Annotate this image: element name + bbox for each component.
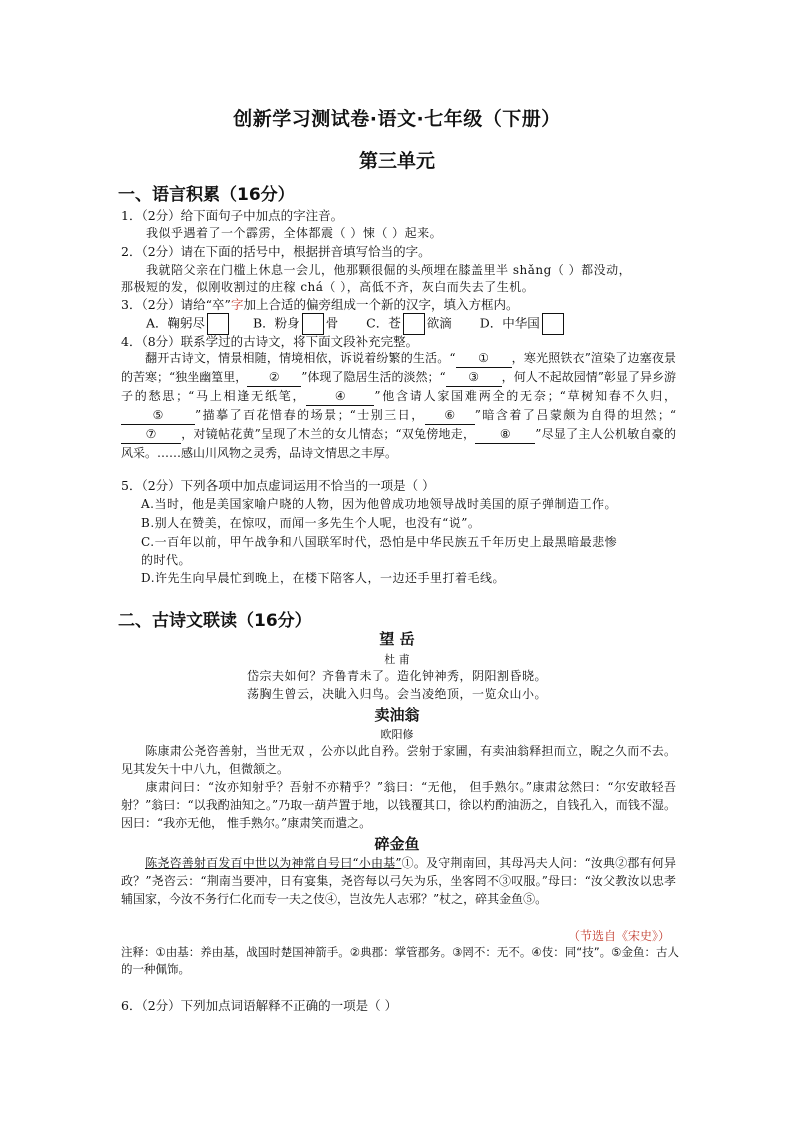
- question-2-line-2: 那极短的发，似刚收割过的庄稼 chá（ ），高低不齐，灰白而失去了生机。: [121, 280, 535, 294]
- question-1-sentence: 我似乎遇着了一个霹雳，全体都震（ ）悚（ ）起来。: [146, 226, 443, 240]
- passage-text: ”暗含着了吕蒙颇为自得的坦然；“: [474, 408, 676, 422]
- annotations: 注释：①由基：养由基，战国时楚国神箭手。②典郡：掌管郡务。③罔不：无不。④伎：同“技”。⑤金鱼：古人的一种佩饰。: [121, 945, 679, 976]
- essay-2-title: 碎金鱼: [374, 835, 420, 853]
- source-note: （节选自《宋史》）: [567, 929, 670, 943]
- option-a-text: A．鞠躬尽: [146, 315, 206, 331]
- question-3-stem: [121, 295, 518, 313]
- essay-2-paragraph: [121, 854, 676, 908]
- blank-2[interactable]: ②: [247, 368, 301, 387]
- essay-2-underlined-sentence: 陈尧咨善射百发百中世以为神常自号曰“小由基”: [145, 856, 402, 870]
- option-c-text: C．苍: [366, 315, 401, 331]
- poem-author: 杜 甫: [384, 653, 410, 666]
- question-5-option-a: A.当时，他是美国家喻户晓的人物，因为他曾成功地领导战时美国的原子弹制造工作。: [141, 497, 617, 511]
- option-c-suffix: 欲滴: [426, 315, 452, 331]
- question-4-passage: [121, 349, 676, 462]
- passage-text: ”他含请人家国难两全的无奈；“草树知春不久归，: [374, 389, 676, 403]
- question-5-option-c-line-1: C.一百年以前，甲午战争和八国联军时代，恐怕是中华民族五千年历史上最黑暗最悲惨: [141, 535, 618, 549]
- poem-title: 望 岳: [379, 630, 415, 648]
- question-5-option-b: B.别人在赞美，在惊叹，而闻一多先生个人呢，也没有“说”。: [141, 516, 481, 530]
- question-1-stem: 1．（2分）给下面句子中加点的字注音。: [121, 208, 344, 223]
- blank-8[interactable]: ⑧: [475, 425, 535, 444]
- passage-text: ，对镜帖花黄”呈现了木兰的女儿情态；“双兔傍地走，: [181, 427, 476, 441]
- question-5-stem: 5．（2分）下列各项中加点虚词运用不恰当的一项是（ ）: [121, 478, 435, 493]
- option-d-box[interactable]: [542, 313, 564, 335]
- question-3-stem-pre: 3．（2分）请给“卒”: [121, 297, 231, 312]
- section-heading-2: 二、古诗文联读（16分）: [118, 611, 312, 631]
- passage-text: 翻开古诗文，情景相随，情境相依，诉说着纷繁的生活。“: [145, 351, 456, 365]
- passage-text: ，何人不起故园情”彰显了异乡游子的愁思；“马上相逢无纸笔，: [121, 370, 676, 403]
- question-6-stem: 6．（2分）下列加点词语解释不正确的一项是（ ）: [121, 998, 398, 1013]
- passage-text: ，寒光照铁衣”渲染了边塞夜景的苦寒；“独坐幽篁里，: [121, 351, 677, 384]
- blank-5[interactable]: ⑤: [121, 406, 195, 425]
- question-5-option-c-line-2: 的时代。: [141, 553, 192, 567]
- page-title: 创新学习测试卷·语文·七年级（下册）: [233, 108, 561, 130]
- essay-1-author: 欧阳修: [380, 728, 414, 741]
- question-2-stem: 2．（2分）请在下面的括号中，根据拼音填写恰当的字。: [121, 244, 431, 259]
- poem-line-1: 岱宗夫如何？齐鲁青未了。造化钟神秀，阴阳割昏晓。: [246, 669, 547, 683]
- passage-text: ”描摹了百花惜春的场景；“士别三日，: [195, 408, 425, 422]
- option-b-suffix: 骨: [325, 315, 339, 331]
- essay-1-paragraph-1: [121, 742, 676, 778]
- blank-1[interactable]: ①: [456, 349, 512, 368]
- essay-1-p2-text: 康肃问曰：“汝亦知射乎？吾射不亦精乎？”翁曰：“无他， 但手熟尔。”康肃忿然曰：“尔安敢轻吾射？”翁曰：“以我酌油知之。”乃取一葫芦置于地，以钱覆其口，徐以杓酌油沥之，自钱孔入，而钱不湿。因曰：“我亦无他， 惟手熟尔。”康肃笑而遣之。: [121, 780, 676, 830]
- passage-text: ”尽显了主人公机敏自豪的风采。……感山川风物之灵秀，品诗文情思之丰厚。: [121, 427, 676, 460]
- question-3-stem-post: 加上合适的偏旁组成一个新的汉字，填入方框内。: [243, 297, 519, 312]
- section-heading-1: 一、语言积累（16分）: [118, 185, 295, 205]
- essay-1-p1-text: 陈康肃公尧咨善射，当世无双 ，公亦以此自矜。尝射于家圃，有卖油翁释担而立，睨之久而不去。见其发矢十中八九，但微颔之。: [121, 744, 676, 776]
- unit-title: 第三单元: [358, 150, 435, 172]
- question-5-option-d: D.许先生向早晨忙到晚上，在楼下陪客人，一边还手里打着毛线。: [141, 571, 506, 585]
- blank-7[interactable]: ⑦: [121, 425, 181, 444]
- option-d-text: D．中华国: [479, 315, 540, 331]
- blank-6[interactable]: ⑥: [425, 406, 475, 425]
- question-3-stem-red: 字: [230, 297, 244, 312]
- poem-line-2: 荡胸生曾云，决眦入归鸟。会当凌绝顶，一览众山小。: [246, 687, 547, 701]
- blank-4[interactable]: ④: [306, 387, 374, 406]
- question-4-stem: 4．（8分）联系学过的古诗文，将下面文段补充完整。: [121, 334, 419, 349]
- passage-text: ”体现了隐居生活的淡然；“: [301, 370, 446, 384]
- option-b-text: B．粉身: [253, 315, 300, 331]
- blank-3[interactable]: ③: [446, 368, 502, 387]
- essay-1-title: 卖油翁: [374, 706, 420, 724]
- question-2-line-1: 我就陪父亲在门槛上休息一会儿，他那颗很倔的头颅埋在膝盖里半 shǎng（ ）都没动，: [146, 263, 632, 277]
- essay-1-paragraph-2: [121, 778, 676, 832]
- essay-2-text: ①。及守荆南回，其母冯夫人问：“汝典②郡有何异政？”尧咨云：“荆南当要冲，日有宴集，尧咨每以弓矢为乐，坐客罔不③叹服。”母曰：“汝父教汝以忠孝辅国家，今汝不务行仁化而专一夫之伎④，岂汝先人志邪？”杖之，碎其金鱼⑤。: [121, 856, 676, 906]
